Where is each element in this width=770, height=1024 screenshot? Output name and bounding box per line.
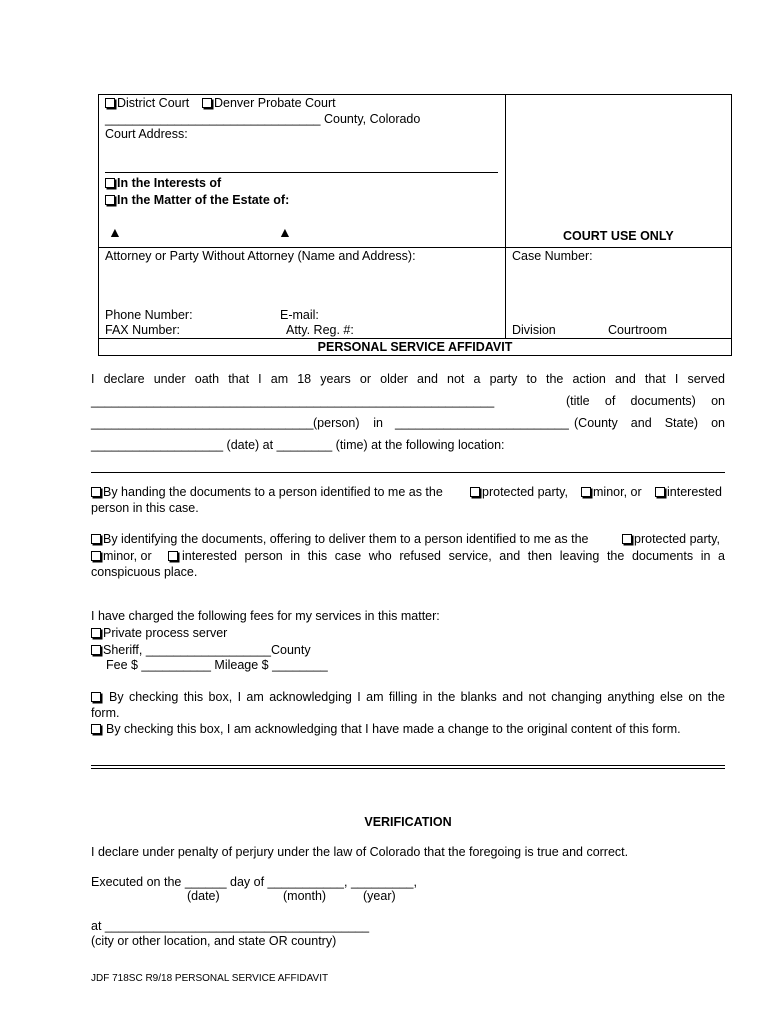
ack-changed-text: By checking this box, I am acknowledging that I have made a change to the original content of this form. xyxy=(106,722,681,736)
option2-line3: conspicuous place. xyxy=(91,565,198,579)
minor-option-2[interactable] xyxy=(91,549,152,563)
minor-label-2: minor, or xyxy=(103,549,152,563)
county-state-label: (County and State) on xyxy=(574,416,725,430)
case-number-label: Case Number: xyxy=(512,249,593,263)
division-label: Division xyxy=(512,323,556,337)
ack-no-change-text-2: form. xyxy=(91,706,120,720)
denver-probate-checkbox[interactable] xyxy=(202,98,212,108)
form-footer: JDF 718SC R9/18 PERSONAL SERVICE AFFIDAVIT xyxy=(91,973,329,984)
interests-of-option[interactable] xyxy=(105,176,221,190)
month-caption: (month) xyxy=(283,889,327,903)
minor-checkbox-1[interactable] xyxy=(581,487,591,497)
ack-changed-option[interactable] xyxy=(91,722,681,736)
district-court-option[interactable] xyxy=(105,96,189,110)
separator-line-1 xyxy=(91,765,725,766)
fax-label: FAX Number: xyxy=(105,323,181,337)
denver-probate-label: Denver Probate Court xyxy=(214,96,336,110)
box-mid-border xyxy=(98,247,732,248)
private-server-option[interactable] xyxy=(91,626,227,640)
title-blank[interactable]: __________________________________________________________ xyxy=(91,394,495,408)
interested-option-2[interactable] xyxy=(168,549,180,563)
estate-of-option[interactable] xyxy=(105,193,289,207)
court-address-label: Court Address: xyxy=(105,127,188,141)
box-top-border xyxy=(98,94,732,95)
refused-text: By identifying the documents, offering to deliver them to a person identified to me as the xyxy=(103,532,589,546)
box-bottom-border xyxy=(98,355,732,356)
county-line: _______________________________ County, Colorado xyxy=(105,112,421,126)
interests-of-checkbox[interactable] xyxy=(105,178,115,188)
estate-of-checkbox[interactable] xyxy=(105,195,115,205)
date-caption: (date) xyxy=(187,889,220,903)
protected-party-checkbox-2[interactable] xyxy=(622,534,632,544)
attorney-label: Attorney or Party Without Attorney (Name and Address): xyxy=(105,249,416,263)
box-lower-border xyxy=(98,338,732,339)
option2-line2: interested person in this case who refused service, and then leaving the documents in a xyxy=(182,549,725,563)
verification-title: VERIFICATION xyxy=(364,815,452,829)
sheriff-option[interactable] xyxy=(91,643,311,657)
fee-mileage-line[interactable]: Fee $ __________ Mileage $ ________ xyxy=(106,658,328,672)
sheriff-checkbox[interactable] xyxy=(91,645,101,655)
date-time-line[interactable]: ___________________ (date) at ________ (time) at the following location: xyxy=(91,438,505,452)
county-blank[interactable]: _________________________ xyxy=(395,416,569,430)
interested-option-1[interactable] xyxy=(655,485,722,499)
fees-intro: I have charged the following fees for my services in this matter: xyxy=(91,609,440,623)
form-title: PERSONAL SERVICE AFFIDAVIT xyxy=(317,340,513,354)
phone-label: Phone Number: xyxy=(105,308,193,322)
atty-reg-label: Atty. Reg. #: xyxy=(286,323,354,337)
estate-of-label: In the Matter of the Estate of: xyxy=(117,193,290,207)
at-location-line[interactable]: at ______________________________________ xyxy=(91,919,370,933)
option1-continued: person in this case. xyxy=(91,501,199,515)
courtroom-label: Courtroom xyxy=(608,323,668,337)
location-caption: (city or other location, and state OR country) xyxy=(91,934,337,948)
ack-no-change-checkbox[interactable] xyxy=(91,692,101,702)
hand-deliver-text: By handing the documents to a person identified to me as the xyxy=(103,485,443,499)
ack-no-change-option[interactable] xyxy=(91,690,103,704)
protected-party-label-1: protected party, xyxy=(482,485,568,499)
denver-probate-option[interactable] xyxy=(202,96,336,110)
separator-line-2 xyxy=(91,768,725,769)
sheriff-label: Sheriff, __________________County xyxy=(103,643,311,657)
minor-option-1[interactable] xyxy=(581,485,642,499)
minor-label-1: minor, or xyxy=(593,485,642,499)
verification-declare: I declare under penalty of perjury under the law of Colorado that the foregoing is true and correct. xyxy=(91,845,629,859)
box-left-border xyxy=(98,94,99,355)
interested-checkbox-1[interactable] xyxy=(655,487,665,497)
district-court-checkbox[interactable] xyxy=(105,98,115,108)
interested-label-1: interested xyxy=(667,485,722,499)
court-use-only: COURT USE ONLY xyxy=(563,229,674,243)
year-caption: (year) xyxy=(363,889,396,903)
person-blank[interactable]: ________________________________ xyxy=(91,416,314,430)
box-divider xyxy=(505,94,506,338)
location-underline[interactable] xyxy=(91,472,725,473)
ack-no-change-text: By checking this box, I am acknowledging I am filling in the blanks and not changing anything else on the xyxy=(109,690,725,704)
minor-checkbox-2[interactable] xyxy=(91,551,101,561)
refused-checkbox[interactable] xyxy=(91,534,101,544)
court-address-underline xyxy=(105,172,498,173)
triangle-right-icon: ▲ xyxy=(278,224,292,240)
protected-party-label-2: protected party, xyxy=(634,532,720,546)
box-right-border xyxy=(731,94,732,355)
private-server-label: Private process server xyxy=(103,626,228,640)
option-refused[interactable] xyxy=(91,532,588,546)
triangle-left-icon: ▲ xyxy=(108,224,122,240)
interested-checkbox-2[interactable] xyxy=(168,551,178,561)
interests-of-label: In the Interests of xyxy=(117,176,222,190)
protected-party-checkbox-1[interactable] xyxy=(470,487,480,497)
hand-deliver-checkbox[interactable] xyxy=(91,487,101,497)
declare-line: I declare under oath that I am 18 years or older and not a party to the action and that I served xyxy=(91,372,725,386)
protected-party-option-2[interactable] xyxy=(622,532,720,546)
person-in-label: (person) in xyxy=(313,416,383,430)
protected-party-option-1[interactable] xyxy=(470,485,568,499)
private-server-checkbox[interactable] xyxy=(91,628,101,638)
email-label: E-mail: xyxy=(280,308,319,322)
district-court-label: District Court xyxy=(117,96,190,110)
option-hand-deliver[interactable] xyxy=(91,485,443,499)
executed-line[interactable]: Executed on the ______ day of ___________, _________, xyxy=(91,875,417,889)
ack-changed-checkbox[interactable] xyxy=(91,724,101,734)
title-of-docs-label: (title of documents) on xyxy=(566,394,725,408)
